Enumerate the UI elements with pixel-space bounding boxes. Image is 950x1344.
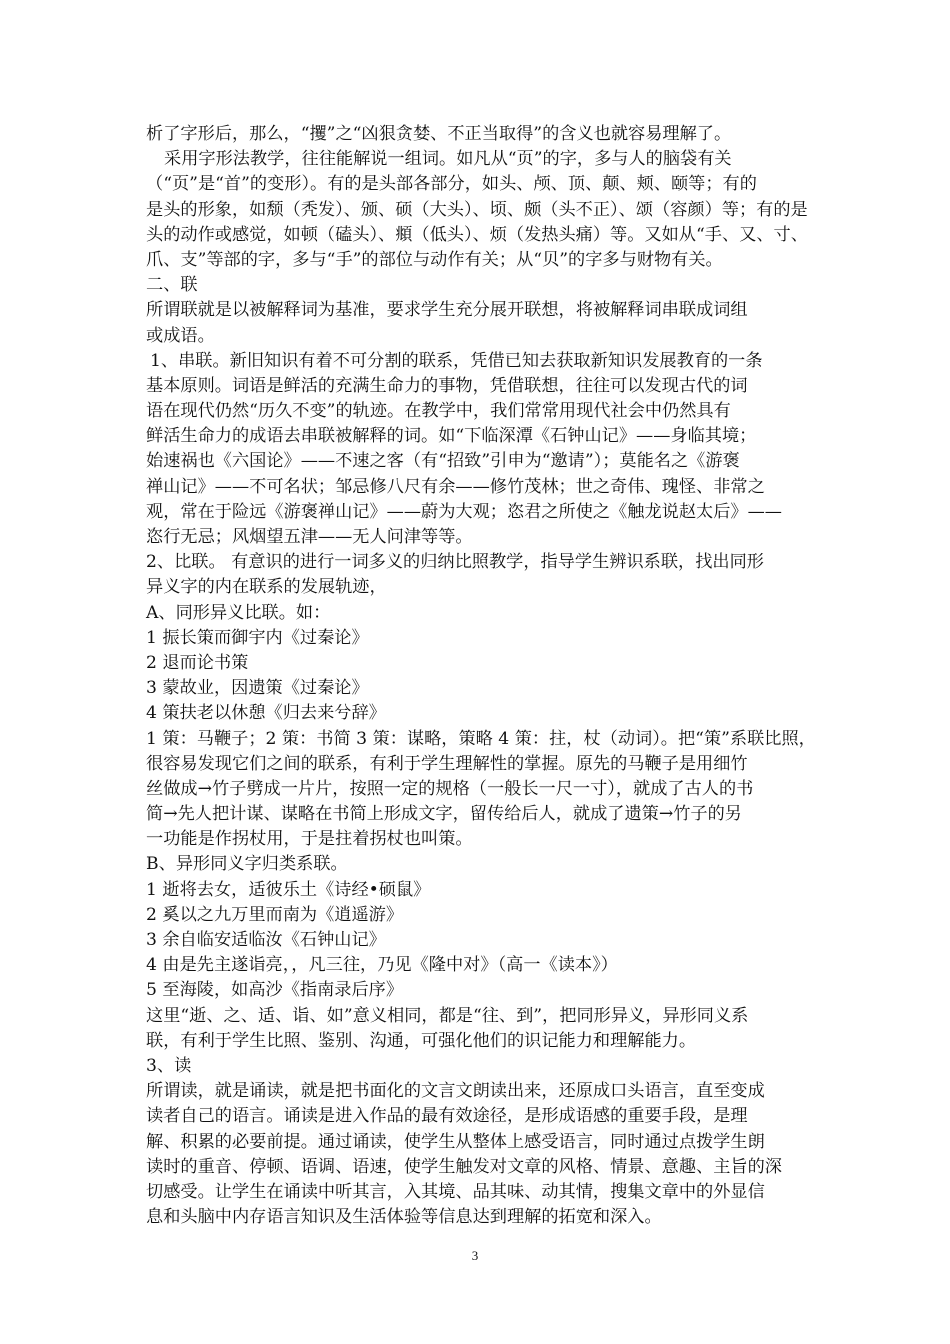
- text-line: 异义字的内在联系的发展轨迹，: [146, 577, 387, 598]
- text-line: 语在现代仍然“历久不变”的轨迹。在教学中，我们常常用现代社会中仍然具有: [146, 401, 731, 422]
- example-line: 1 振长策而御宇内《过秦论》: [146, 627, 369, 648]
- document-body: [146, 122, 814, 1230]
- text-line: 基本原则。词语是鲜活的充满生命力的事物，凭借联想，往往可以发现古代的词: [146, 375, 748, 396]
- text-line: 所谓读，就是诵读，就是把书面化的文言文朗读出来，还原成口头语言，直至变成: [146, 1081, 765, 1102]
- text-line: 鲜活生命力的成语去串联被解释的词。如“下临深潭《石钟山记》——身临其境；: [146, 426, 757, 447]
- text-line: （“页”是“首”的变形）。有的是头部各部分，如头、颅、顶、颠、颊、颐等；有的: [146, 174, 757, 195]
- text-line: 这里“逝、之、适、诣、如”意义相同，都是“往、到”，把同形异义，异形同义系: [146, 1005, 749, 1026]
- text-line: 读时的重音、停顿、语调、语速，使学生触发对文章的风格、情景、意趣、主旨的深: [146, 1156, 782, 1177]
- example-line: 4 策扶老以休憩《归去来兮辞》: [146, 703, 386, 724]
- text-line: 所谓联就是以被解释词为基准，要求学生充分展开联想，将被解释词串联成词组: [146, 300, 748, 321]
- text-line: 息和头脑中内存语言知识及生活体验等信息达到理解的拓宽和深入。: [146, 1207, 662, 1228]
- text-line: 采用字形法教学，往往能解说一组词。如凡从“页”的字，多与人的脑袋有关: [164, 149, 732, 170]
- text-line: 读者自己的语言。诵读是进入作品的最有效途径，是形成语感的重要手段，是理: [146, 1106, 748, 1127]
- text-line: 很容易发现它们之间的联系，有利于学生理解性的掌握。原先的马鞭子是用细竹: [146, 753, 748, 774]
- section-heading: 二、联: [146, 275, 198, 296]
- text-line: 一功能是作拐杖用，于是拄着拐杖也叫策。: [146, 829, 473, 850]
- text-line: 或成语。: [146, 325, 215, 346]
- text-line: 是头的形象，如颓（秃发）、颁、硕（大头）、顷、颇（头不正）、颂（容颜）等；有的是: [146, 199, 808, 220]
- example-line: 5 至海陵，如高沙《指南录后序》: [146, 980, 404, 1001]
- example-line: 3 余自临安适临汝《石钟山记》: [146, 930, 386, 950]
- example-line: 2 退而论书策: [146, 652, 249, 673]
- text-line: 1、串联。新旧知识有着不可分割的联系，凭借已知去获取新知识发展教育的一条: [150, 350, 763, 371]
- text-line: 解、积累的必要前提。通过诵读，使学生从整体上感受语言，同时通过点拨学生朗: [146, 1131, 765, 1152]
- example-line: 1 逝将去女，适彼乐土《诗经•硕鼠》: [146, 879, 431, 900]
- text-line: 始速祸也《六国论》——不速之客（有“招致”引申为“邀请”）；莫能名之《游褒: [146, 451, 740, 472]
- section-heading: 3、读: [146, 1055, 192, 1076]
- text-line: 爪、支”等部的字，多与“手”的部位与动作有关；从“贝”的字多与财物有关。: [146, 249, 723, 270]
- subsection-heading: A、同形异义比联。如：: [146, 602, 331, 623]
- page-number: 3: [471, 1248, 479, 1263]
- text-line: 恣行无忌；风烟望五津——无人问津等等。: [146, 527, 473, 547]
- text-line: 观，常在于险远《游褒禅山记》——蔚为大观；恣君之所使之《触龙说赵太后》——: [146, 501, 782, 522]
- text-line: 丝做成→竹子劈成一片片，按照一定的规格（一般长一尺一寸），就成了古人的书: [146, 778, 754, 799]
- text-line: 1 策：马鞭子；2 策：书简 3 策：谋略，策略 4 策：拄，杖（动词）。把“策”系联比照，: [146, 728, 816, 749]
- text-line: 切感受。让学生在诵读中听其言，入其境、品其味、动其情，搜集文章中的外显信: [146, 1181, 765, 1202]
- example-line: 4 由是先主遂诣亮，，凡三往，乃见《隆中对》（高一《读本》）: [146, 955, 618, 976]
- text-line: 联，有利于学生比照、鉴别、沟通，可强化他们的识记能力和理解能力。: [146, 1030, 697, 1051]
- example-line: 3 蒙故业，因遗策《过秦论》: [146, 678, 369, 699]
- text-line: 简→先人把计谋、谋略在书简上形成文字，留传给后人，就成了遗策→竹子的另: [146, 804, 742, 825]
- subsection-heading: B、异形同义字归类系联。: [146, 854, 348, 875]
- text-line: 头的动作或感觉，如顿（磕头）、頫（低头）、烦（发热头痛）等。又如从“手、又、寸、: [146, 224, 808, 245]
- text-line: 禅山记》——不可名状；邹忌修八尺有余——修竹茂林；世之奇伟、瑰怪、非常之: [146, 476, 765, 497]
- text-line: 2、比联。 有意识的进行一词多义的归纳比照教学，指导学生辨识系联，找出同形: [146, 552, 764, 573]
- text-line: 析了字形后，那么，“攫”之“凶狠贪婪、不正当取得”的含义也就容易理解了。: [146, 124, 732, 144]
- example-line: 2 奚以之九万里而南为《逍遥游》: [146, 904, 404, 925]
